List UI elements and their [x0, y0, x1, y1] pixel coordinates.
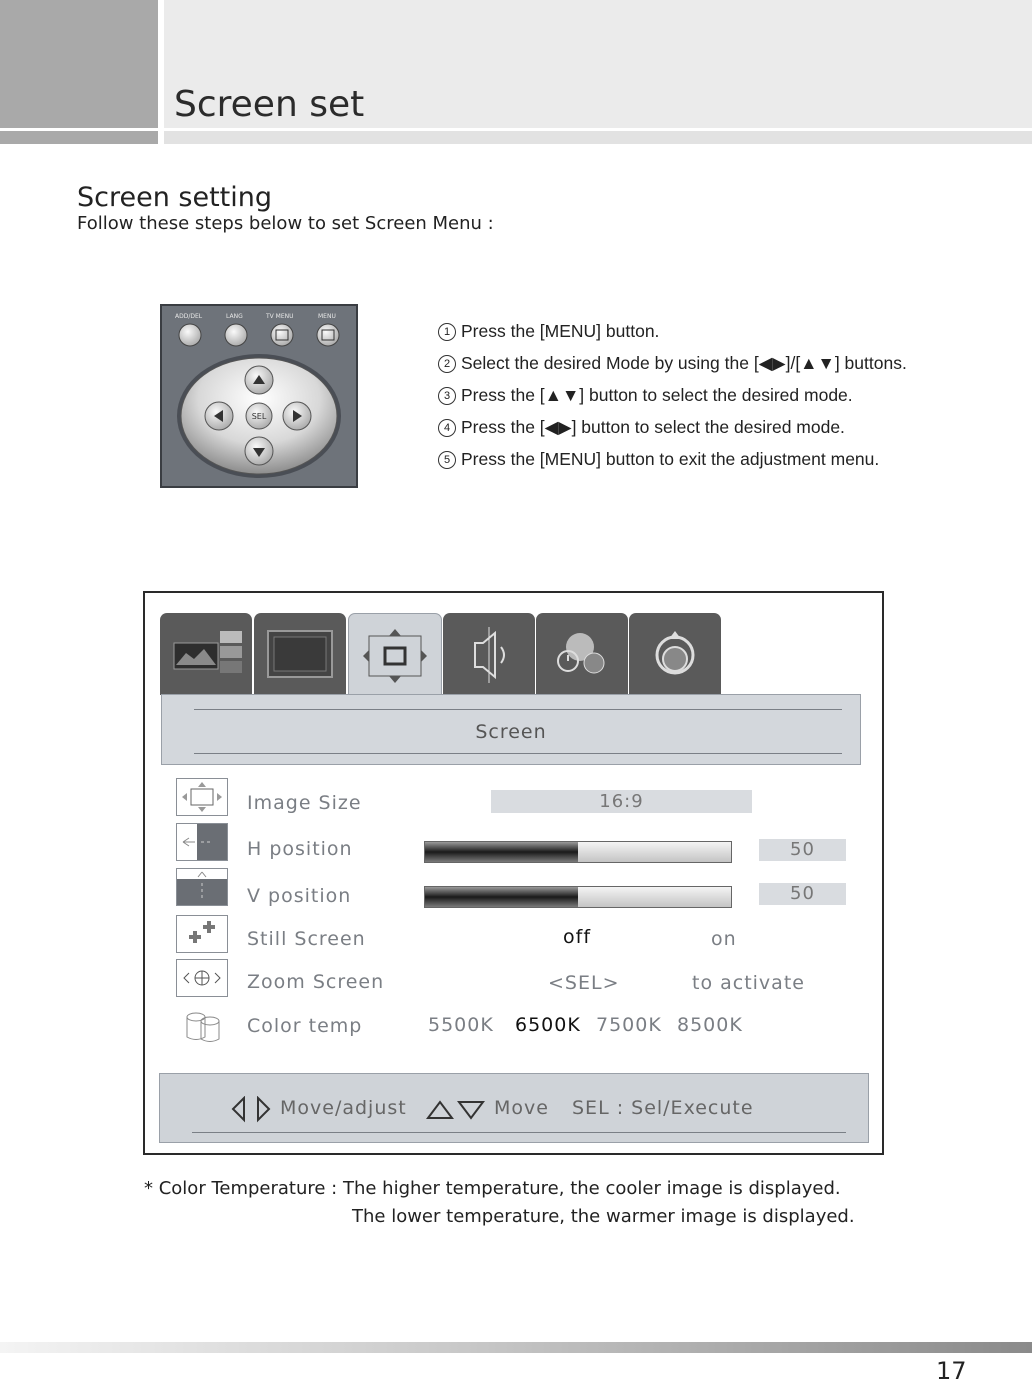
osd-panel-header [161, 694, 861, 765]
step-item: 5 Press the [MENU] button to exit the adjustment menu. [438, 446, 907, 478]
picture-icon [160, 613, 252, 695]
zoom-sel-hint: <SEL> [548, 972, 620, 994]
image-size-value[interactable]: 16:9 [491, 790, 752, 813]
color-temp-note-line1: * Color Temperature : The higher temperature, the cooler image is displayed. [144, 1178, 841, 1199]
footer-sel-execute: SEL : Sel/Execute [572, 1097, 754, 1119]
still-screen-off-option[interactable]: off [563, 926, 592, 948]
header-rule-right [164, 131, 1032, 144]
tab-display[interactable] [254, 613, 346, 695]
zoom-screen-icon [176, 959, 228, 997]
still-screen-on-option[interactable]: on [711, 928, 737, 950]
v-position-icon [176, 868, 228, 906]
step-item: 3 Press the [▲▼] button to select the desired mode. [438, 382, 907, 414]
color-temp-option-6500k[interactable]: 6500K [515, 1014, 581, 1036]
left-right-arrows-icon [230, 1096, 274, 1124]
page-title: Screen set [174, 84, 365, 125]
osd-panel-title: Screen [475, 721, 547, 743]
section-title: Screen setting [77, 182, 273, 213]
remote-label-tv-menu: TV MENU [266, 313, 294, 320]
footer-move-adjust: Move/adjust [280, 1097, 407, 1119]
tab-setup[interactable] [629, 613, 721, 695]
v-position-slider[interactable] [424, 886, 732, 908]
tab-sound[interactable] [443, 613, 535, 695]
step-item: 2 Select the desired Mode by using the [◀▶]/[▲▼] buttons. [438, 350, 907, 382]
time-icon [536, 613, 628, 695]
up-down-arrows-icon [425, 1098, 489, 1122]
remote-label-add-del: ADD/DEL [175, 313, 203, 320]
screen-icon [349, 614, 441, 696]
tab-time[interactable] [536, 613, 628, 695]
remote-label-sel: SEL [251, 412, 267, 421]
step-item: 4 Press the [◀▶] button to select the desired mode. [438, 414, 907, 446]
v-position-label: V position [247, 885, 352, 907]
instruction-steps [438, 318, 907, 478]
section-subtitle: Follow these steps below to set Screen Menu : [77, 213, 494, 234]
header-grey-block [0, 0, 158, 128]
header-rule-left [0, 131, 158, 144]
color-temp-option-5500k[interactable]: 5500K [428, 1014, 494, 1036]
color-temp-option-8500k[interactable]: 8500K [677, 1014, 743, 1036]
footer-move: Move [494, 1097, 549, 1119]
setup-icon [629, 613, 721, 695]
h-position-value: 50 [759, 839, 846, 861]
color-temp-icon [183, 1009, 227, 1045]
tab-picture[interactable] [160, 613, 252, 695]
remote-label-menu: MENU [318, 313, 336, 320]
still-screen-label: Still Screen [247, 928, 366, 950]
zoom-activate-hint: to activate [692, 972, 805, 994]
osd-screen-menu [143, 591, 884, 1155]
v-position-slider-fill [425, 887, 578, 907]
tab-screen[interactable] [348, 613, 442, 696]
h-position-slider-fill [425, 842, 578, 862]
color-temp-note-line2: The lower temperature, the warmer image is displayed. [352, 1206, 855, 1227]
osd-navigation-footer [159, 1073, 869, 1143]
image-size-icon [176, 778, 228, 816]
sound-icon [443, 613, 535, 695]
image-size-label: Image Size [247, 792, 362, 814]
page-footer-bar [0, 1342, 1032, 1353]
h-position-slider[interactable] [424, 841, 732, 863]
h-position-icon [176, 823, 228, 861]
display-icon [254, 613, 346, 695]
color-temp-option-7500k[interactable]: 7500K [596, 1014, 662, 1036]
remote-control-illustration [160, 304, 358, 488]
color-temp-label: Color temp [247, 1015, 363, 1037]
h-position-label: H position [247, 838, 353, 860]
still-screen-icon [176, 915, 228, 953]
page-number: 17 [936, 1357, 967, 1385]
remote-label-lang: LANG [226, 313, 243, 320]
v-position-value: 50 [759, 883, 846, 905]
zoom-screen-label: Zoom Screen [247, 971, 385, 993]
step-item: 1 Press the [MENU] button. [438, 318, 907, 350]
